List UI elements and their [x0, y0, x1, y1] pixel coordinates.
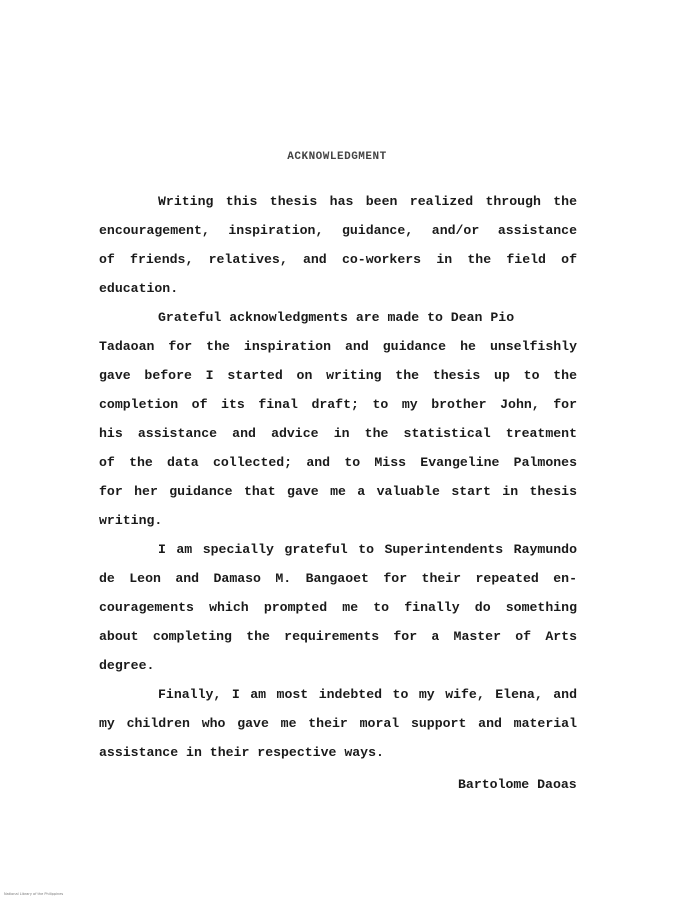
document-title: ACKNOWLEDGMENT [287, 151, 387, 163]
paragraph-2-line-2: Tadaoan for the inspiration and guidance he unselfishly [99, 339, 577, 354]
signature: Bartolome Daoas [458, 777, 577, 792]
footer-scan-notice: National Library of the Philippines [4, 892, 64, 896]
paragraph-3-line-2: de Leon and Damaso M. Bangaoet for their repeated en- [99, 571, 577, 586]
paragraph-3-line-4: about completing the requirements for a Master of Arts [99, 629, 577, 644]
paragraph-2-line-5: his assistance and advice in the statistical treatment [99, 426, 577, 441]
paragraph-3-line-3: couragements which prompted me to finally do something [99, 600, 577, 615]
paragraph-3-line-5: degree. [99, 658, 155, 673]
paragraph-2-line-4: completion of its final draft; to my brother John, for [99, 397, 577, 412]
paragraph-2-line-6: of the data collected; and to Miss Evangeline Palmones [99, 455, 577, 470]
paragraph-4-line-1: Finally, I am most indebted to my wife, Elena, and [158, 687, 577, 702]
paragraph-4-line-3: assistance in their respective ways. [99, 745, 384, 760]
paragraph-1-line-3: of friends, relatives, and co-workers in the field of [99, 252, 577, 267]
paragraph-2-line-3: gave before I started on writing the thesis up to the [99, 368, 577, 383]
paragraph-2-line-8: writing. [99, 513, 163, 528]
paragraph-1-line-4: education. [99, 281, 179, 296]
paragraph-3-line-1: I am specially grateful to Superintendents Raymundo [158, 542, 577, 557]
paragraph-2-line-1: Grateful acknowledgments are made to Dean Pio [158, 310, 515, 325]
paragraph-1-line-1: Writing this thesis has been realized through the [158, 194, 577, 209]
paragraph-2-line-7: for her guidance that gave me a valuable start in thesis [99, 484, 577, 499]
paragraph-1-line-2: encouragement, inspiration, guidance, and/or assistance [99, 223, 577, 238]
paragraph-4-line-2: my children who gave me their moral support and material [99, 716, 577, 731]
